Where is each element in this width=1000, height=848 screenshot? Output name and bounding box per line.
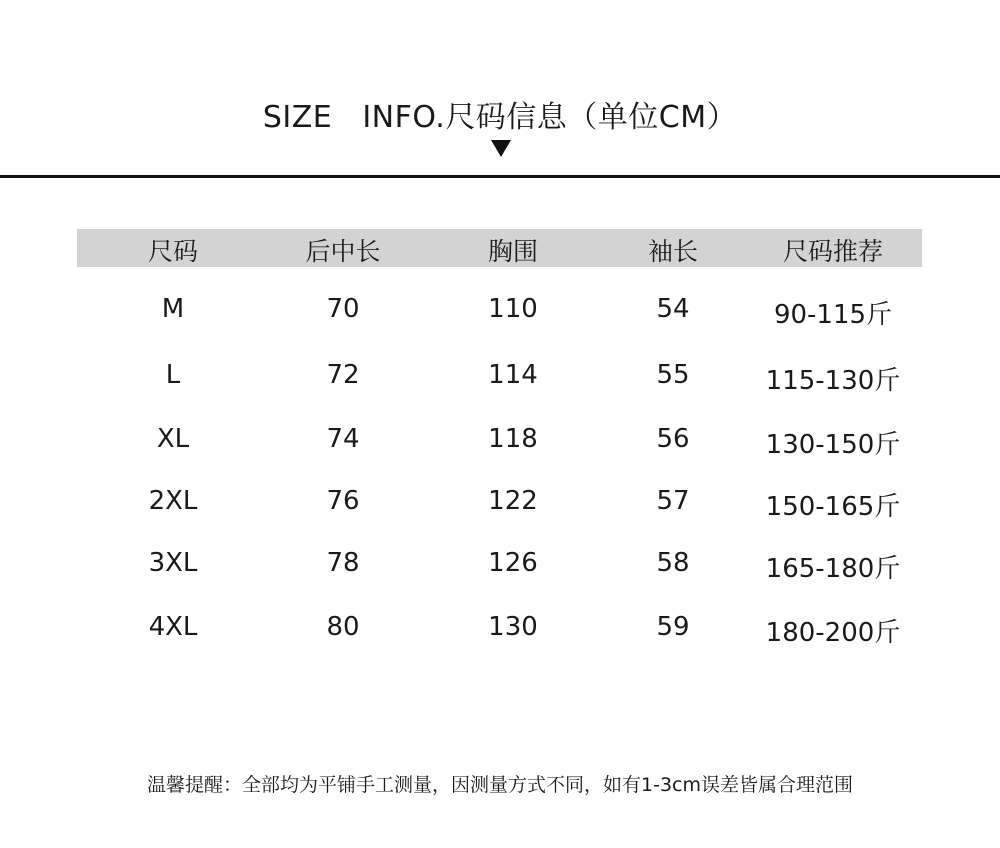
cell-sleeve-length: 54: [656, 294, 690, 324]
cell-back-length: 74: [326, 424, 360, 454]
cell-size: L: [165, 360, 181, 390]
cell-sleeve-length: 55: [656, 360, 690, 390]
cell-chest: 110: [488, 294, 538, 324]
cell-back-length: 78: [326, 548, 360, 578]
cell-recommended-weight: 150-165斤: [765, 492, 901, 522]
cell-size: 2XL: [148, 486, 198, 516]
cell-chest: 126: [488, 548, 538, 578]
cell-sleeve-length: 59: [656, 612, 690, 642]
header-chest: 胸围: [487, 237, 538, 266]
cell-recommended-weight: 90-115斤: [773, 300, 893, 330]
cell-chest: 114: [488, 360, 538, 390]
cell-sleeve-length: 57: [656, 486, 690, 516]
header-size: 尺码: [147, 237, 198, 266]
cell-chest: 122: [488, 486, 538, 516]
cell-recommended-weight: 115-130斤: [765, 366, 901, 396]
cell-sleeve-length: 56: [656, 424, 690, 454]
cell-back-length: 76: [326, 486, 360, 516]
cell-size: M: [161, 294, 185, 324]
header-recommended-weight: 尺码推荐: [782, 237, 883, 266]
cell-back-length: 70: [326, 294, 360, 324]
page-title: SIZE INFO.尺码信息（单位CM）: [262, 100, 738, 135]
cell-size: 4XL: [148, 612, 198, 642]
cell-sleeve-length: 58: [656, 548, 690, 578]
down-triangle-icon: [491, 140, 511, 157]
cell-recommended-weight: 165-180斤: [765, 554, 901, 584]
cell-recommended-weight: 180-200斤: [765, 618, 901, 648]
cell-chest: 118: [488, 424, 538, 454]
cell-size: XL: [156, 424, 190, 454]
header-back-length: 后中长: [305, 237, 381, 266]
cell-back-length: 72: [326, 360, 360, 390]
header-sleeve-length: 袖长: [647, 237, 698, 266]
cell-chest: 130: [488, 612, 538, 642]
measurement-note: 温馨提醒：全部均为平铺手工测量，因测量方式不同，如有1-3cm误差皆属合理范围: [147, 774, 853, 796]
cell-size: 3XL: [148, 548, 198, 578]
divider: [0, 175, 1000, 178]
cell-back-length: 80: [326, 612, 360, 642]
cell-recommended-weight: 130-150斤: [765, 430, 901, 460]
